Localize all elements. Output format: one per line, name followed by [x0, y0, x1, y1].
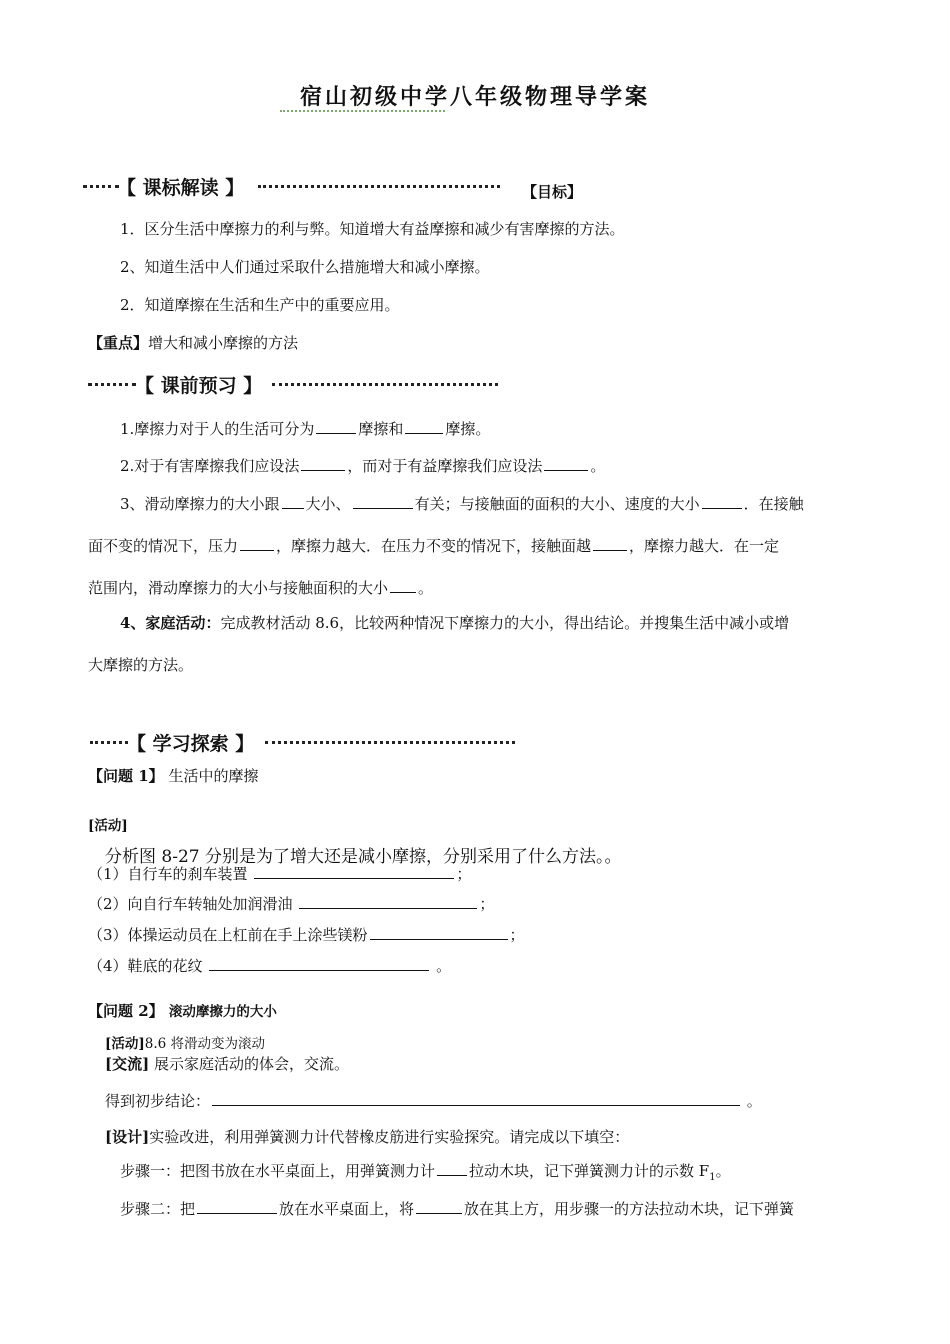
preview-q4-line2: 大摩擦的方法。: [88, 656, 194, 674]
blank-field[interactable]: [702, 493, 742, 509]
section-dots-left: [88, 383, 136, 386]
target-item-3: 2．知道摩擦在生活和生产中的重要应用。: [120, 296, 400, 314]
conclusion-field[interactable]: [212, 1090, 740, 1106]
target-item-1: 1．区分生活中摩擦力的利与弊。知道增大有益摩擦和减少有害摩擦的方法。: [120, 220, 625, 238]
blank-field[interactable]: [544, 455, 588, 471]
problem2-step1: 步骤一：把图书放在水平桌面上，用弹簧测力计 拉动木块，记下弹簧测力计的示数 $F_1$。: [120, 1162, 731, 1183]
blank-field[interactable]: [437, 1160, 467, 1176]
preview-q3-line1: 3、滑动摩擦力的大小跟 大小、 有关；与接触面的面积的大小、速度的大小 ．在接触: [120, 495, 804, 513]
section-heading-explore: 【 学习探索 】: [127, 733, 255, 755]
blank-field[interactable]: [316, 418, 356, 434]
blank-field[interactable]: [593, 535, 627, 551]
key-point-label: 【重点】: [88, 334, 149, 352]
preview-q3-line2: 面不变的情况下，压力 ，摩擦力越大．在压力不变的情况下，接触面越 ，摩擦力越大．在一定: [88, 537, 780, 555]
problem1-intro: 分析图 8-27 分别是为了增大还是减小摩擦，分别采用了什么方法。。: [105, 847, 622, 867]
preview-q3-line3: 范围内，滑动摩擦力的大小与接触面积的大小 。: [88, 579, 434, 597]
section-dots-right: [265, 741, 515, 744]
blank-field[interactable]: [301, 455, 345, 471]
section-dots-right: [258, 185, 500, 188]
problem1-item-2: （2）向自行车转轴处加润滑油 ；: [88, 895, 495, 913]
answer-field[interactable]: [209, 955, 429, 971]
problem1-activity-label: [活动]: [88, 818, 128, 834]
problem2-activity: [活动]8.6 将滑动变为滚动: [105, 1036, 266, 1052]
key-point-text: 增大和减小摩擦的方法: [148, 334, 299, 352]
blank-field[interactable]: [353, 493, 413, 509]
preview-q2: 2.对于有害摩擦我们应设法 ，而对于有益摩擦我们应设法 。: [120, 457, 606, 475]
section-dots-left: [83, 185, 119, 188]
section-dots-right: [272, 383, 498, 386]
blank-field[interactable]: [416, 1198, 462, 1214]
target-label: 【目标】: [522, 183, 583, 201]
target-item-2: 2、知道生活中人们通过采取什么措施增大和减小摩擦。: [120, 258, 490, 276]
blank-field[interactable]: [282, 493, 304, 509]
problem1-item-3: （3）体操运动员在上杠前在手上涂些镁粉 ；: [88, 926, 525, 944]
answer-field[interactable]: [299, 893, 477, 909]
section-dots-left: [90, 741, 128, 744]
title-underline: [280, 110, 445, 112]
answer-field[interactable]: [370, 924, 508, 940]
problem1-heading: 【问题 1】 生活中的摩擦: [88, 767, 259, 785]
problem2-heading: 【问题 2】 滚动摩擦力的大小: [88, 1002, 277, 1020]
key-point: [88, 332, 298, 353]
blank-field[interactable]: [197, 1198, 277, 1214]
preview-q1: 1.摩擦力对于人的生活可分为 摩擦和 摩擦。: [120, 420, 491, 438]
blank-field[interactable]: [240, 535, 274, 551]
page-title: 宿山初级中学八年级物理导学案: [299, 84, 650, 110]
answer-field[interactable]: [254, 863, 454, 879]
blank-field[interactable]: [390, 577, 416, 593]
problem1-item-1: （1）自行车的刹车装置 ；: [88, 865, 472, 883]
problem2-exchange: [交流] 展示家庭活动的体会，交流。: [105, 1055, 349, 1073]
blank-field[interactable]: [405, 418, 443, 434]
preview-q4-line1: 4、家庭活动：完成教材活动 8.6，比较两种情况下摩擦力的大小，得出结论。并搜集生活中减小或增: [120, 614, 790, 632]
problem2-design: [设计]实验改进，利用弹簧测力计代替橡皮筋进行实验探究。请完成以下填空：: [105, 1128, 630, 1146]
problem2-conclusion: 得到初步结论： 。: [105, 1092, 762, 1110]
problem1-item-4: （4）鞋底的花纹 。: [88, 957, 452, 975]
section-heading-preview: 【 课前预习 】: [135, 375, 263, 397]
section-heading-curriculum: 【 课标解读 】: [117, 177, 245, 199]
problem2-step2: 步骤二：把 放在水平桌面上，将 放在其上方，用步骤一的方法拉动木块，记下弹簧: [120, 1200, 795, 1218]
